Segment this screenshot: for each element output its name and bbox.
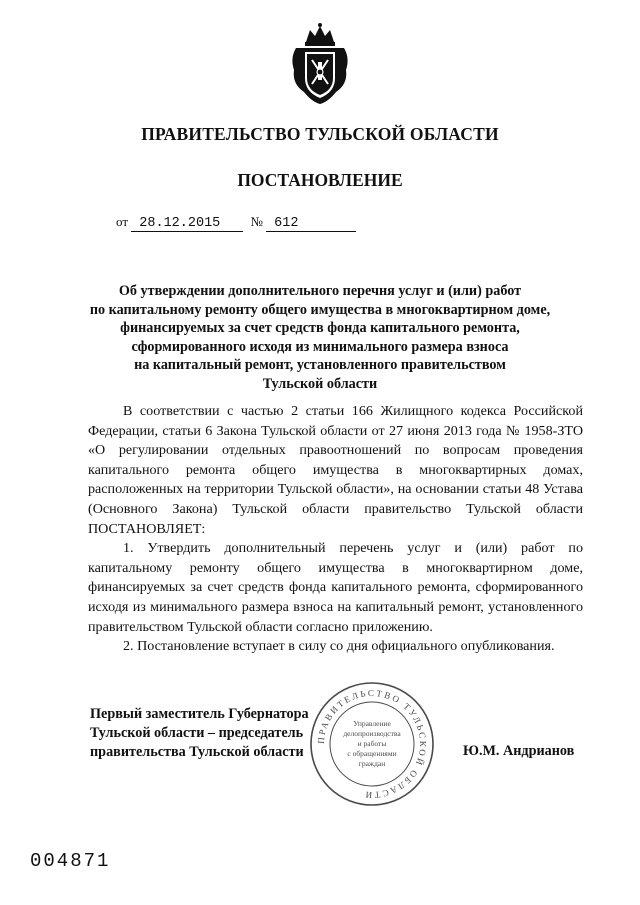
document-serial-number: 004871 <box>30 850 111 872</box>
document-date: 28.12.2015 <box>131 216 243 232</box>
subject-line: Об утверждении дополнительного перечня услуг и (или) работ <box>118 283 522 299</box>
resolution-item-2: 2. Постановление вступает в силу со дня официального опубликования. <box>123 638 555 655</box>
subject-line: по капитальному ремонту общего имущества в многоквартирном доме, <box>89 301 551 318</box>
subject-line: финансируемых за счет средств фонда капитального ремонта, <box>120 320 520 336</box>
signatory-position-line: Первый заместитель Губернатора <box>90 706 309 722</box>
signatory-position-line: правительства Тульской области <box>90 744 304 760</box>
stamp-center-line: Управление <box>353 719 391 728</box>
signatory-name: Ю.М. Андрианов <box>463 743 575 759</box>
subject-line: на капитальный ремонт, установленного правительством <box>134 357 506 373</box>
coat-of-arms-emblem <box>288 22 352 106</box>
date-prefix: от <box>116 214 129 229</box>
subject-line: сформированного исходя из минимального размера взноса <box>131 338 509 355</box>
signatory-position <box>90 705 309 762</box>
stamp-center-line: делопроизводства <box>343 729 401 738</box>
stamp-center-line: с обращениями <box>347 749 397 758</box>
preamble-paragraph: В соответствии с частью 2 статьи 166 Жилищного кодекса Российской Федерации, статьи 6 Закона Тульской области от 27 июня 2013 года № 1958-ЗТО «О регулировании отдельных правоотношений по вопросам проведения капитального ремонта общего имущества в многоквартирных домах, расположенных на территории Тульской области», на основании статьи 48 Устава (Основного Закона) Тульской области правительство Тульской области ПОСТАНОВЛЯЕТ: <box>88 403 583 537</box>
issuing-authority-title: ПРАВИТЕЛЬСТВО ТУЛЬСКОЙ ОБЛАСТИ <box>141 124 499 144</box>
document-type-title: ПОСТАНОВЛЕНИЕ <box>237 170 403 190</box>
subject-line: Тульской области <box>262 375 378 392</box>
resolution-item-1: 1. Утвердить дополнительный перечень услуг и (или) работ по капитальному ремонту общего имущества в многоквартирном доме, финансируемых за счет средств фонда капитального ремонта, сформированного исходя из минимального размера взноса на капитальный ремонт, установленного правительством Тульской области согласно приложению. <box>88 540 583 635</box>
number-prefix: № <box>250 214 263 229</box>
stamp-ring-text: ПРАВИТЕЛЬСТВО ТУЛЬСКОЙ ОБЛАСТИ <box>315 687 429 801</box>
date-number-line <box>116 214 356 232</box>
stamp-center-line: граждан <box>358 759 386 768</box>
stamp-center-line: и работы <box>357 739 387 748</box>
document-number: 612 <box>266 216 356 232</box>
signatory-position-line: Тульской области – председатель <box>90 725 304 741</box>
official-stamp <box>308 680 436 808</box>
document-body <box>88 402 583 657</box>
document-subject <box>80 282 560 393</box>
